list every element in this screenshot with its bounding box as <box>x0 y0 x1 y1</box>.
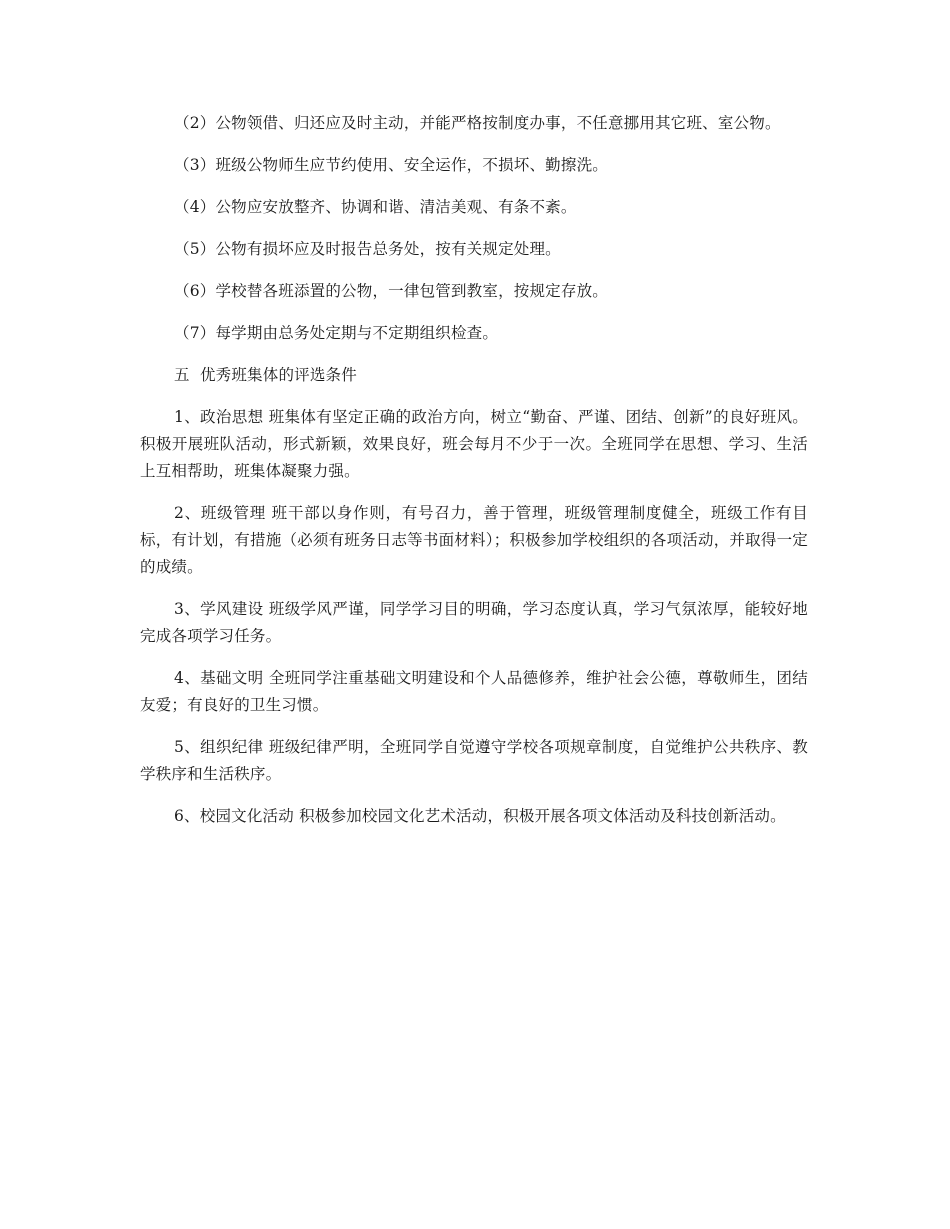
document-page <box>140 110 808 845</box>
rule-paragraph: （2）公物领借、归还应及时主动，并能严格按制度办事，不任意挪用其它班、室公物。 <box>174 114 781 132</box>
criteria-paragraph: 6、校园文化活动 积极参加校园文化艺术活动，积极开展各项文体活动及科技创新活动。 <box>174 807 786 825</box>
criteria-paragraph: 5、组织纪律 班级纪律严明，全班同学自觉遵守学校各项规章制度，自觉维护公共秩序、教学秩序和生活秩序。 <box>140 738 808 783</box>
criteria-paragraph: 2、班级管理 班干部以身作则，有号召力，善于管理，班级管理制度健全，班级工作有目标，有计划，有措施（必须有班务日志等书面材料）；积极参加学校组织的各项活动，并取得一定的成绩。 <box>140 504 808 576</box>
criteria-paragraph: 1、政治思想 班集体有坚定正确的政治方向，树立“勤奋、严谨、团结、创新”的良好班风。积极开展班队活动，形式新颖，效果良好，班会每月不少于一次。全班同学在思想、学习、生活上互相帮助，班集体凝聚力强。 <box>140 408 808 480</box>
section-heading: 五 优秀班集体的评选条件 <box>174 366 357 384</box>
rule-paragraph: （7）每学期由总务处定期与不定期组织检查。 <box>174 324 499 342</box>
rule-paragraph: （5）公物有损坏应及时报告总务处，按有关规定处理。 <box>174 240 561 258</box>
rule-paragraph: （4）公物应安放整齐、协调和谐、清洁美观、有条不紊。 <box>174 198 577 216</box>
rule-paragraph: （6）学校替各班添置的公物，一律包管到教室，按规定存放。 <box>174 282 608 300</box>
rule-paragraph: （3）班级公物师生应节约使用、安全运作，不损坏、勤擦洗。 <box>174 156 608 174</box>
criteria-paragraph: 4、基础文明 全班同学注重基础文明建设和个人品德修养，维护社会公德，尊敬师生，团结友爱；有良好的卫生习惯。 <box>140 669 808 714</box>
criteria-paragraph: 3、学风建设 班级学风严谨，同学学习目的明确，学习态度认真，学习气氛浓厚，能较好地完成各项学习任务。 <box>140 600 808 645</box>
